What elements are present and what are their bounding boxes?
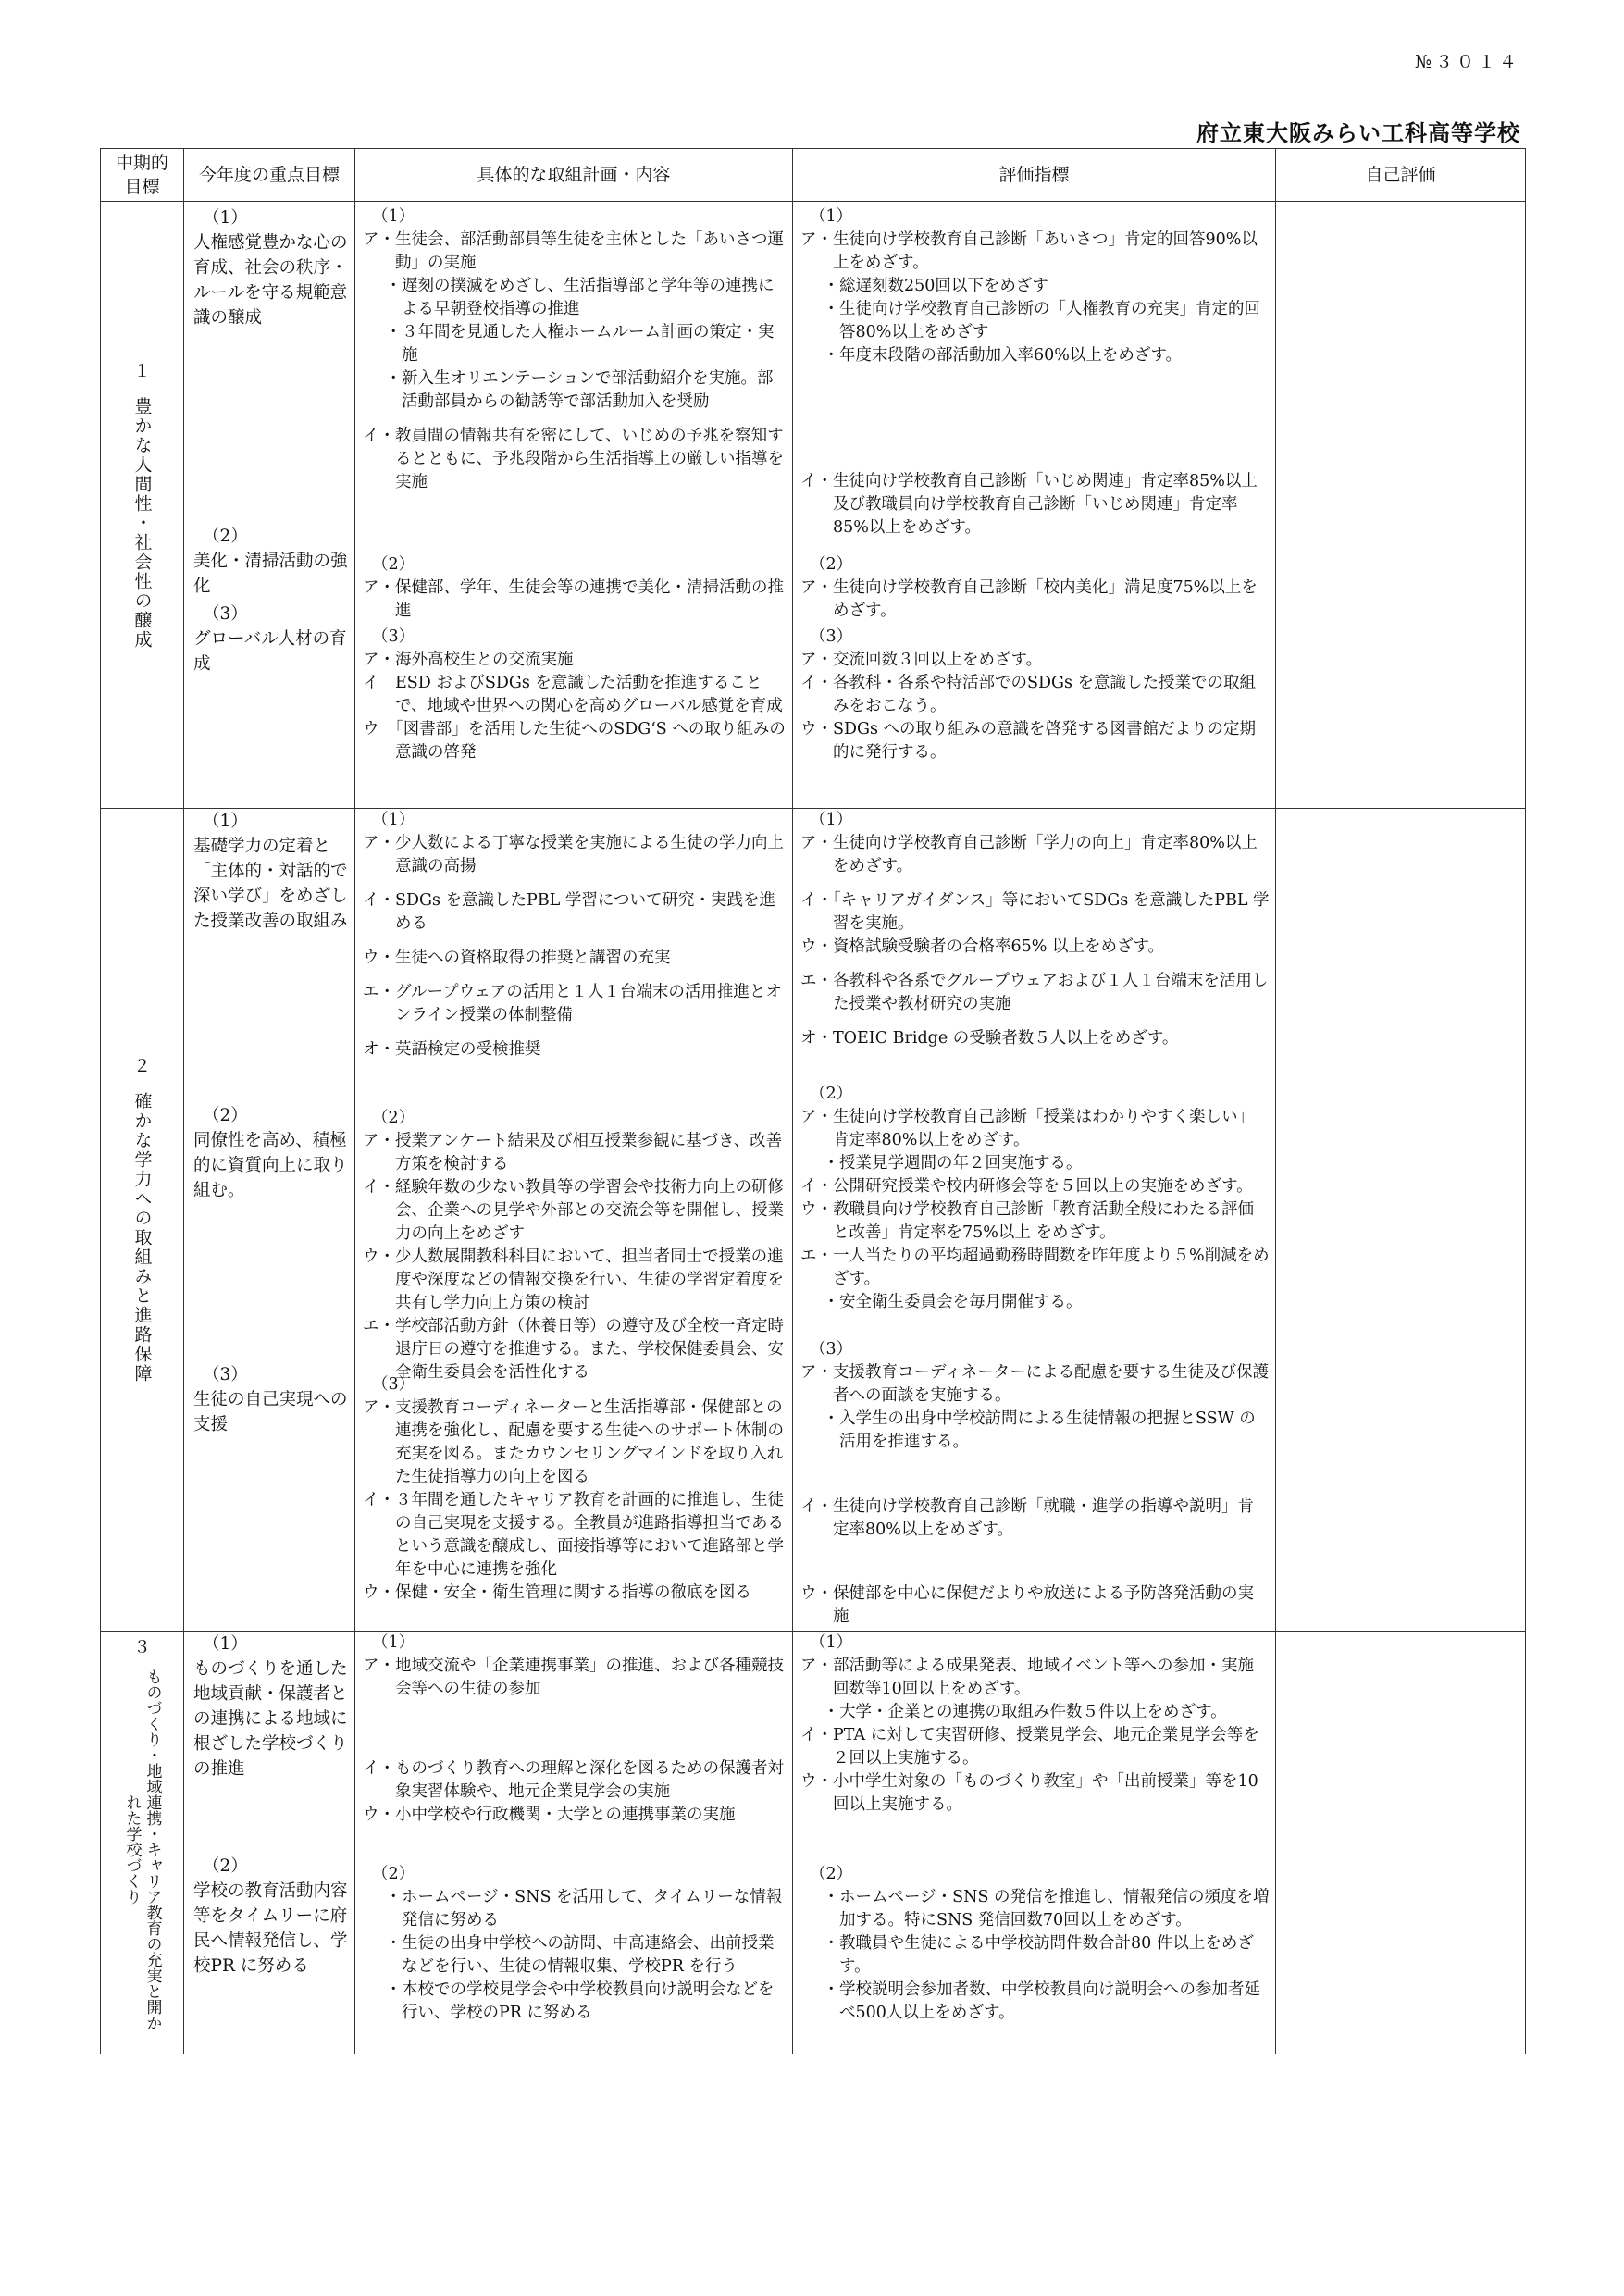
indicator-cell-3 [793, 1632, 1276, 2054]
midterm-cell-1 [101, 202, 184, 809]
header-goal: 今年度の重点目標 [184, 149, 355, 202]
goal-1-2: （2） 美化・清掃活動の強化 [193, 527, 348, 596]
indicator-block-1-3: （3） ア・交流回数３回以上をめざす。 イ・各教科・各系や特活部でのSDGs を意識した授業での取組みをおこなう。 ウ・SDGs への取り組みの意識を啓発する図書館だよりの定期的に発行する。 [800, 627, 1257, 762]
goal-3-1: （1） ものづくりを通した地域貢献・保護者との連携による地域に根ざした学校づくりの推進 [193, 1634, 348, 1779]
midterm-text: 豊かな人間性・社会性の醸成 [131, 396, 153, 650]
plan-cell-3 [355, 1632, 793, 2054]
plan-block-3-1b: イ・ものづくり教育への理解と深化を図るための保護者対象実習体験や、地元企業見学会の実施 ウ・小中学校や行政機関・大学との連携事業の実施 [363, 1759, 784, 1824]
indicator-block-2-1: （1） ア・生徒向け学校教育自己診断「学力の向上」肯定率80%以上をめざす。 イ・「キャリアガイダンス」等においてSDGs を意識したPBL 学習を実施。 ウ・資格試験受験者の合格率65% 以上をめざす。 エ・各教科や各系でグループウェアおよび１人１台端末を活用した授業や教材研究の実施 オ・TOEIC Bridge の受験者数５人以上をめざす。 [800, 811, 1270, 1048]
indicator-cell-2 [793, 809, 1276, 1632]
plan-block-3-1: （1） ア・地域交流や「企業連携事業」の推進、および各種競技会等への生徒の参加 [363, 1633, 784, 1698]
header-midterm: 中期的目標 [101, 149, 184, 202]
header-indicator: 評価指標 [793, 149, 1276, 202]
goal-3-2: （2） 学校の教育活動内容等をタイムリーに府民へ情報発信し、学校PR に努める [193, 1856, 348, 1976]
plan-cell-2 [355, 809, 793, 1632]
self-eval-cell-1[interactable] [1276, 202, 1526, 809]
indicator-block-2-2: （2） ア・生徒向け学校教育自己診断「授業はわかりやすく楽しい」肯定率80%以上をめざす。 ・授業見学週間の年２回実施する。 イ・公開研究授業や校内研修会等を５回以上の実施をめざす。 ウ・教職員向け学校教育自己診断「教育活動全般にわたる評価と改善」肯定率を75%以上 をめざす。 エ・一人当たりの平均超過勤務時間数を昨年度より５%削減をめざす。 ・安全衛生委員会を毎月開催する。 [800, 1085, 1270, 1311]
header-plan: 具体的な取組計画・内容 [355, 149, 793, 202]
school-name: 府立東大阪みらい工科高等学校 [1196, 119, 1520, 146]
goal-cell-1 [184, 202, 355, 809]
midterm-number: ２ [132, 1056, 151, 1076]
indicator-block-2-3: （3） ア・支援教育コーディネーターによる配慮を要する生徒及び保護者への面談を実施する。 ・入学生の出身中学校訪問による生徒情報の把握とSSW の活用を推進する。 [800, 1340, 1270, 1451]
plan-block-1-2: （2） ア・保健部、学年、生徒会等の連携で美化・清掃活動の推進 [363, 555, 784, 620]
goal-cell-2 [184, 809, 355, 1632]
goal-2-2: （2） 同僚性を高め、積極的に資質向上に取り組む。 [193, 1106, 348, 1200]
self-eval-cell-3[interactable] [1276, 1632, 1526, 2054]
section-row-3 [101, 1632, 1526, 2054]
self-eval-cell-2[interactable] [1276, 809, 1526, 1632]
indicator-block-2-3b: イ・生徒向け学校教育自己診断「就職・進学の指導や説明」肯定率80%以上をめざす。 [800, 1497, 1254, 1539]
goal-cell-3 [184, 1632, 355, 2054]
indicator-cell-1 [793, 202, 1276, 809]
goal-1-1: （1） 人権感覚豊かな心の育成、社会の秩序・ルールを守る規範意識の醸成 [193, 208, 348, 328]
goal-2-3: （3） 生徒の自己実現への支援 [193, 1365, 348, 1434]
document-number: №３０１４ [1415, 52, 1520, 72]
midterm-text: 確かな学力への取組みと進路保障 [131, 1092, 153, 1384]
plan-block-2-2: （2） ア・授業アンケート結果及び相互授業参観に基づき、改善方策を検討する イ・経験年数の少ない教員等の学習会や技術力向上の研修会、企業への見学や外部との交流会等を開催し、授業力の向上をめざす ウ・少人数展開教科科目において、担当者同士で授業の進度や深度などの情報交換を行い、生徒の学習定着度を共有し学力向上方策の検討 エ・学校部活動方針（休養日等）の遵守及び全校一斉定時退庁日の遵守を推進する。また、学校保健委員会、安全衛生委員会を活性化する [363, 1109, 784, 1382]
section-row-2 [101, 809, 1526, 1632]
plan-block-3-2: （2） ・ホームページ・SNS を活用して、タイムリーな情報発信に努める ・生徒の出身中学校への訪問、中高連絡会、出前授業などを行い、生徒の情報収集、学校PR を行う ・本校での学校見学会や中学校教員向け説明会などを行い、学校のPR に努める [372, 1865, 783, 2022]
plan-table [100, 148, 1526, 2054]
plan-block-2-1: （1） ア・少人数による丁寧な授業を実施による生徒の学力向上意識の高揚 イ・SDGs を意識したPBL 学習について研究・実践を進める ウ・生徒への資格取得の推奨と講習の充実 エ・グループウェアの活用と１人１台端末の活用推進とオンライン授業の体制整備 オ・英語検定の受検推奨 [363, 811, 784, 1059]
midterm-number: ３ [132, 1637, 151, 1657]
indicator-block-3-2: （2） ・ホームページ・SNS の発信を推進し、情報発信の頻度を増加する。特にSNS 発信回数70回以上をめざす。 ・教職員や生徒による中学校訪問件数合計80 件以上をめざす。 ・学校説明会参加者数、中学校教員向け説明会への参加者延べ500人以上をめざす。 [810, 1865, 1270, 2022]
plan-block-1-3: （3） ア・海外高校生との交流実施 イ ESD およびSDGs を意識した活動を推進することで、地域や世界への関心を高めグローバル感覚を育成 ウ 「図書部」を活用した生徒へのSDG‘S への取り組みの意識の啓発 [363, 627, 786, 762]
plan-cell-1 [355, 202, 793, 809]
midterm-cell-3 [101, 1632, 184, 2054]
indicator-block-3-1: （1） ア・部活動等による成果発表、地域イベント等への参加・実施回数等10回以上をめざす。 ・大学・企業との連携の取組み件数５件以上をめざす。 イ・PTA に対して実習研修、授業見学会、地元企業見学会等を２回以上実施する。 ウ・小中学生対象の「ものづくり教室」や「出前授業」等を10回以上実施する。 [800, 1633, 1259, 1814]
indicator-block-1-2: （2） ア・生徒向け学校教育自己診断「校内美化」満足度75%以上をめざす。 [800, 555, 1258, 620]
section-row-1 [101, 202, 1526, 809]
header-row [101, 149, 1526, 202]
midterm-text: ものづくり・地域連携・キャリア教育の充実と開かれた学校づくり [122, 1668, 162, 2030]
indicator-block-2-3c: ウ・保健部を中心に保健だよりや放送による予防啓発活動の実施 [800, 1584, 1254, 1626]
plan-block-1-1: （1） ア・生徒会、部活動部員等生徒を主体とした「あいさつ運動」の実施 ・遅刻の撲滅をめざし、生活指導部と学年等の連携による早朝登校指導の推進 ・３年間を見通した人権ホームルーム計画の策定・実施 ・新入生オリエンテーションで部活動紹介を実施。部活動部員からの勧誘等で部活動加入を奨励 イ・教員間の情報共有を密にして、いじめの予兆を察知するとともに、予兆段階から生活指導上の厳しい指導を実施 [363, 207, 784, 491]
midterm-cell-2 [101, 809, 184, 1632]
midterm-number: １ [132, 360, 151, 381]
header-self-eval: 自己評価 [1276, 149, 1526, 202]
plan-block-2-3: （3） ア・支援教育コーディネーターと生活指導部・保健部との連携を強化し、配慮を要する生徒へのサポート体制の充実を図る。またカウンセリングマインドを取り入れた生徒指導力の向上を図る イ・３年間を通したキャリア教育を計画的に推進し、生徒の自己実現を支援する。全教員が進路指導担当であるという意識を醸成し、面接指導等において進路部と学年を中心に連携を強化 ウ・保健・安全・衛生管理に関する指導の徹底を図る [363, 1375, 784, 1602]
goal-2-1: （1） 基礎学力の定着と「主体的・対話的で深い学び」をめざした授業改善の取組み [193, 812, 348, 931]
indicator-block-1-1: （1） ア・生徒向け学校教育自己診断「あいさつ」肯定的回答90%以上をめざす。 ・総遅刻数250回以下をめざす ・生徒向け学校教育自己診断の「人権教育の充実」肯定的回答80%以上をめざす ・年度末段階の部活動加入率60%以上をめざす。 [800, 207, 1260, 365]
indicator-block-1-1b: イ・生徒向け学校教育自己診断「いじめ関連」肯定率85%以上及び教職員向け学校教育自己診断「いじめ関連」肯定率85%以上をめざす。 [800, 472, 1258, 537]
goal-1-3: （3） グローバル人材の育成 [193, 604, 347, 674]
